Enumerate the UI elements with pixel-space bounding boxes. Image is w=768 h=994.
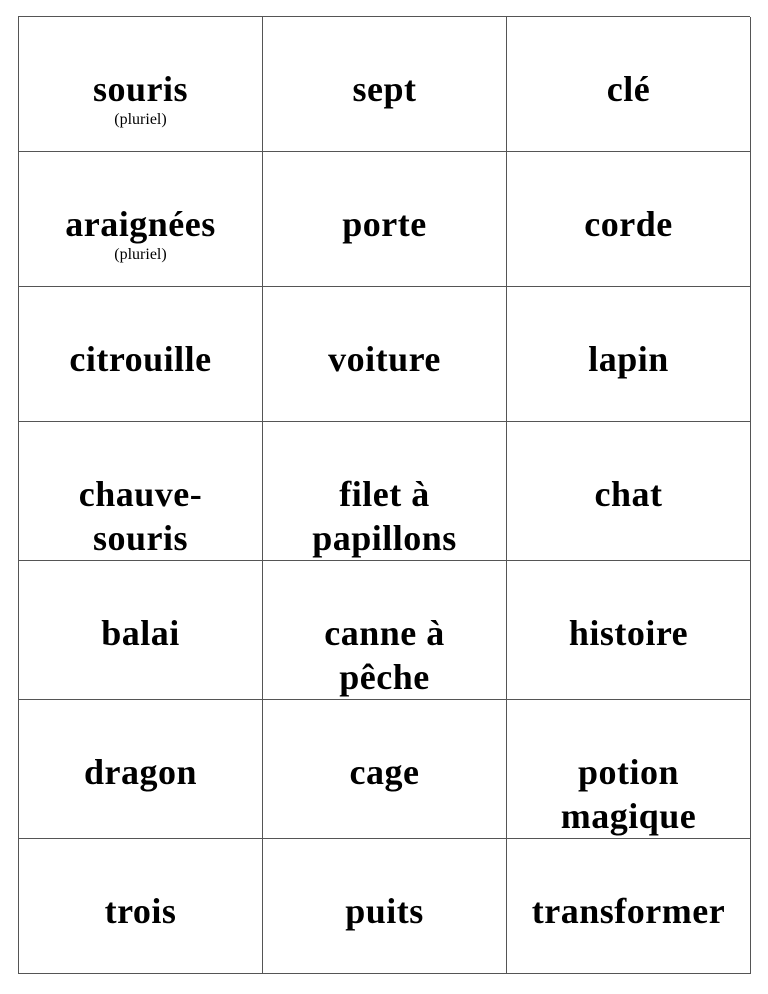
word-card	[507, 839, 751, 974]
card-word: transformer	[531, 891, 726, 931]
word-card	[19, 17, 263, 152]
card-word: lapin	[588, 339, 669, 379]
card-word: histoire	[568, 613, 689, 653]
word-card	[507, 152, 751, 287]
word-card	[19, 700, 263, 839]
card-word: souris	[92, 69, 189, 109]
card-word: araignées	[65, 204, 216, 244]
word-card	[263, 17, 507, 152]
word-card	[263, 561, 507, 700]
word-card	[19, 422, 263, 561]
word-card	[19, 839, 263, 974]
card-word: voiture	[328, 339, 441, 379]
word-card	[19, 561, 263, 700]
card-note: (pluriel)	[114, 111, 167, 128]
card-word: puits	[345, 891, 424, 931]
word-card	[507, 287, 751, 422]
word-card	[19, 287, 263, 422]
word-card	[263, 422, 507, 561]
card-word: cage	[349, 752, 420, 792]
word-card	[507, 700, 751, 839]
word-card-grid	[18, 16, 750, 974]
word-card	[263, 152, 507, 287]
card-word: dragon	[83, 752, 198, 792]
card-word: sept	[352, 69, 417, 109]
word-card	[507, 422, 751, 561]
card-word: chat	[594, 474, 663, 514]
card-word: canne à pêche	[324, 613, 445, 697]
card-word: citrouille	[69, 339, 212, 379]
card-word: trois	[104, 891, 177, 931]
card-word: filet à papillons	[312, 474, 457, 558]
word-card	[507, 561, 751, 700]
card-word: chauve- souris	[78, 474, 203, 558]
card-word: balai	[101, 613, 180, 653]
card-note: (pluriel)	[114, 246, 167, 263]
word-card	[263, 287, 507, 422]
card-word: corde	[584, 204, 673, 244]
word-card	[19, 152, 263, 287]
card-word: clé	[606, 69, 651, 109]
word-card	[263, 839, 507, 974]
word-card	[507, 17, 751, 152]
card-word: potion magique	[560, 752, 697, 836]
word-card	[263, 700, 507, 839]
card-word: porte	[342, 204, 427, 244]
